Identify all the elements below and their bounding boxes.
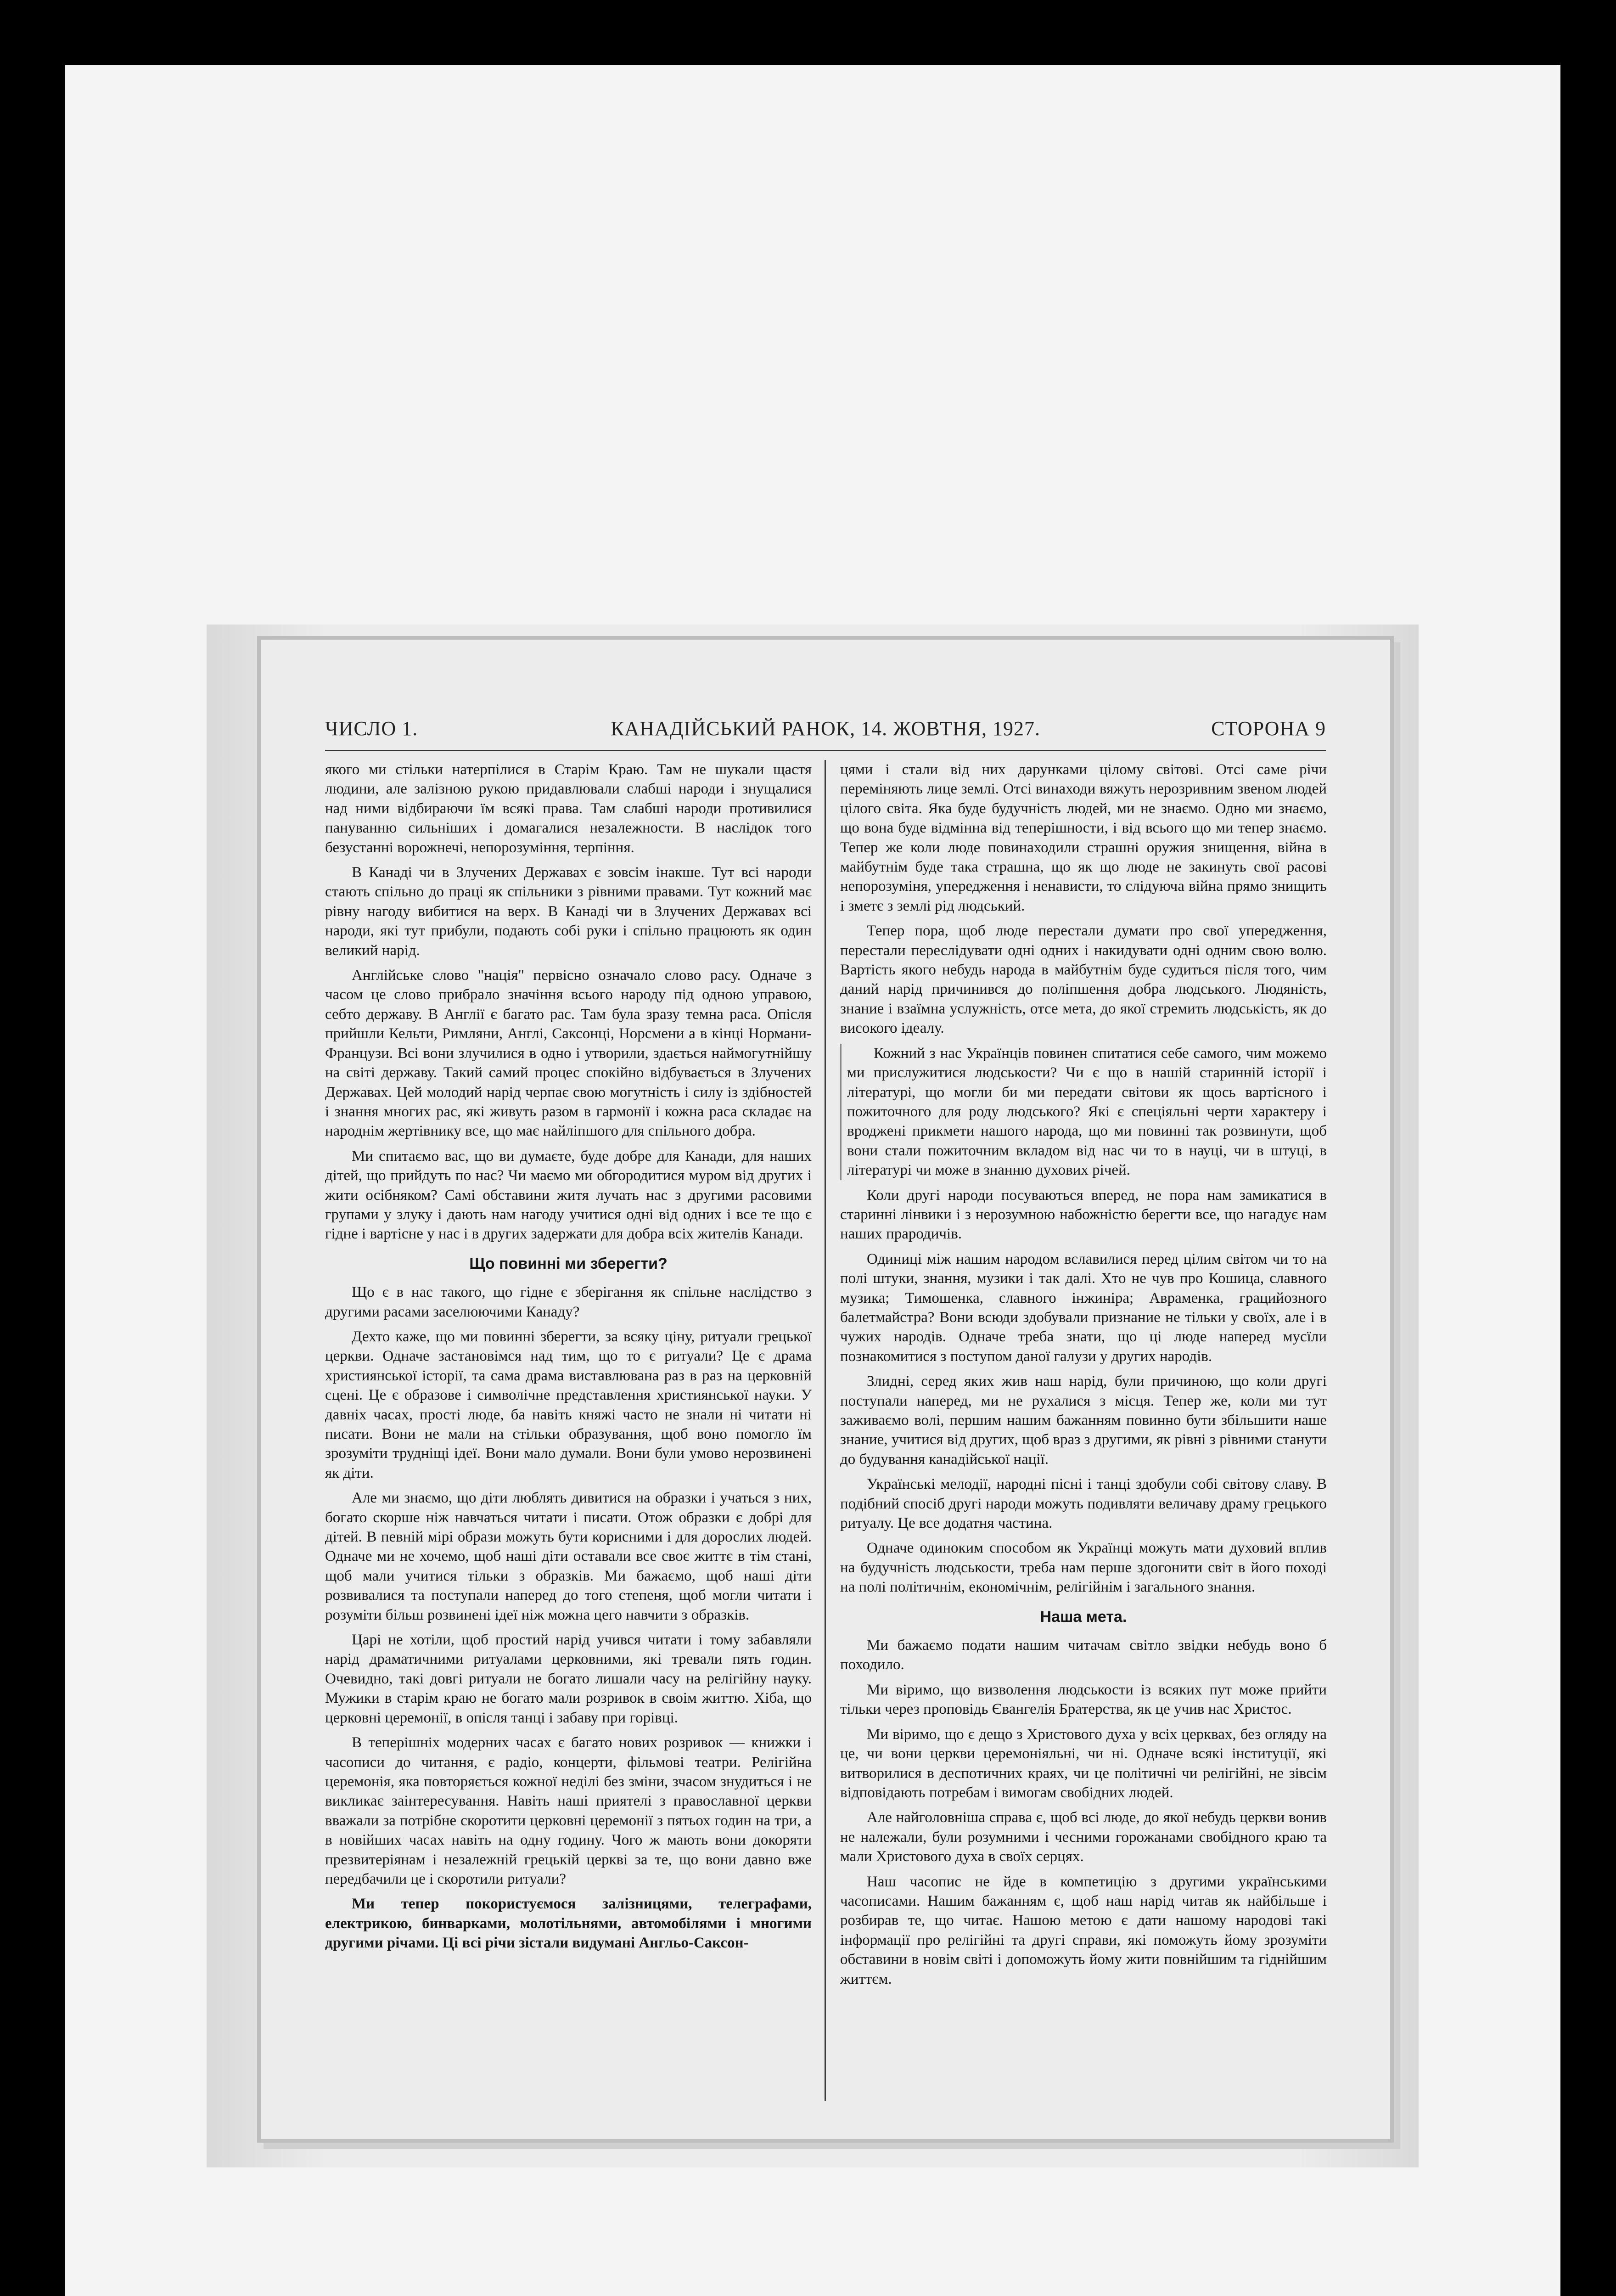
section-heading: Що повинні ми зберегти? — [469, 1255, 668, 1272]
paragraph: Ми тепер покористуємося залізницями, телеграфами, електрикою, бинварками, молотільнями, автомобілями і многими другими річами. Ці всі річи зістали видумані Англьо-Саксон- — [325, 1896, 812, 1952]
right-column — [840, 760, 1327, 2101]
paragraph: цями і стали від них дарунками цілому світові. Отсі саме річи переміняють лице землі. Отсі винаходи вяжуть нерозривним звеном людей цілого світа. Яка буде будучність людей, ми не знаємо. Одно ми знаємо, що вона буде відмінна від теперішности, і від всього що ми тепер знаємо. Тепер же коли люде повинаходили страшні оружия знищення, війна в майбутнім буде така страшна, що як що люде не закинуть свої расові непорозуміня, упередження і ненависти, то слідуюча війна прямо знищить і зметє з землі рід людський. — [840, 761, 1327, 914]
paragraph: Ми спитаємо вас, що ви думаєте, буде добре для Канади, для наших дітей, що прийдуть по нас? Чи маємо ми обгородитися муром від других і жити осібняком? Самі обставини житя лучать нас з другими расовими групами у злуку і дають нам нагоду учитися одні від одних і все те що є гідне і вартісне у нас і в других задержати для добра всіх жителів Канади. — [325, 1148, 812, 1243]
issue-number: ЧИСЛО 1. — [325, 717, 418, 740]
paragraph: Одиниці між нашим народом вславилися перед цілим світом чи то на полі штуки, знання, музики і так далі. Хто не чув про Кошица, славного музика; Тимошенка, славного інжиніра; Авраменка, грацийозного балетмайстра? Вони всюди здобували признание не тільки у своїх, але і в чужих народів. Одначе треба знати, що ці люде наперед мусїли познакомитися з поступом даної галузи у других народів. — [840, 1250, 1327, 1365]
paragraph: В Канаді чи в Злучених Державах є зовсім інакше. Тут всі народи стають спільно до праці як спільники з рівними правами. Тут кожний має рівну нагоду вибитися на верх. В Канаді чи в Злучених Державах всі народи, які тут прибули, подають собі руки і спільно працюють як один великий нарід. — [325, 864, 812, 959]
paragraph: Ми віримо, що визволення людськости із всяких пут може прийти тільки через проповідь Євангелія Братерства, як це учив нас Христос. — [840, 1681, 1327, 1718]
paragraph: Що є в нас такого, що гідне є зберігання як спільне наслідство з другими расами заселюючими Канаду? — [325, 1284, 812, 1320]
paragraph: Царі не хотіли, щоб простий нарід учився читати і тому забавляли нарід драматичними ритуалами церковними, які тревали пять годин. Очевидно, такі довгі ритуали не богато лишали часу на релігійну науку. Мужики в старім краю не богато мали розривок в своім життю. Хіба, що церковні церемонії, в опісля танці і забаву при горівці. — [325, 1632, 812, 1726]
paragraph: якого ми стільки натерпілися в Старім Краю. Там не шукали щастя людини, але залізною рукою придавлювали слабші народи і знущалися над ними відбираючи їм всякі права. Там слабші народи противилися пануванню сильніших і домагалися незалежности. В наслідок того безустанні ворожнечі, непорозуміння, терпіння. — [325, 761, 812, 856]
paragraph: Кожний з нас Українців повинен спитатися себе самого, чим можемо ми прислужитися людськости? Чи є що в нашій старинній історії і літературі, що могли би ми передати світови як щось вартісного і пожиточного для роду людського? Які є спеціяльні черти характеру і вроджені прикмети нашого народа, що ми повинні так розвинути, щоб вони стали пожиточним вкладом від нас чи то в науці, чи в штуці, в літературі чи може в знанню духових річей. — [840, 1044, 1327, 1180]
section-heading: Наша мета. — [1040, 1608, 1127, 1626]
paragraph: Тепер пора, щоб люде перестали думати про свої упередження, перестали переслідувати одні одних і накидувати одні одним свою волю. Вартість якого небудь народа в майбутнім буде судиться після того, чим даний нарід причинився до поліпшення добра людського. Людяність, знание і взаїмна услужність, отсе мета, до якої стремить людськість, як до високого ідеалу. — [840, 923, 1327, 1037]
paragraph: Дехто каже, що ми повинні зберегти, за всяку ціну, ритуали грецької церкви. Одначе застановімся над тим, що то є ритуали? Це є драма християнської історії, та сама драма виставлювана раз в раз на церковній сцені. Це є образове і символічне представлення християнської науки. У давніх часах, прості люде, ба навіть княжі часто не знали ні читати ні писати. Вони не мали на стільки образування, щоб воно помогло їм зрозуміти трудніщі ідеї. Вони мало думали. Вони були умово нерозвинені як діти. — [325, 1328, 812, 1481]
paragraph: Одначе одиноким способом як Українці можуть мати духовий вплив на будучність людськости, треба нам перше здогонити світ в його поході на полі політичнім, економічнім, релігійнім і загального знання. — [840, 1540, 1327, 1596]
newspaper-title: КАНАДІЙСЬКИЙ РАНОК, 14. ЖОВТНЯ, 1927. — [610, 717, 1040, 740]
paragraph: Ми бажаємо подати нашим читачам світло звідки небудь воно б походило. — [840, 1637, 1327, 1673]
page-number: СТОРОНА 9 — [1211, 717, 1326, 740]
paragraph: Але найголовніша справа є, щоб всі люде, до якої небудь церкви вонив не належали, були розумними і чесними горожанами свобідного краю та мали Христового духа в своїх серцях. — [840, 1809, 1327, 1865]
paragraph: Але ми знаємо, що діти люблять дивитися на образки і учаться з них, богато скорше ніж навчаться читати і писати. Отож образки є добрі для дітей. В певній мірі образи можуть бути корисними і для дорослих людей. Одначе ми не хочемо, щоб наші діти оставали все своє життє в тім стані, щоб мали учитися тільки з образків. Ми бажаємо, щоб наші діти розвивалися та поступали наперед до того степеня, щоб могли читати і розуміти більш розвинені ідеї ніж можна цего навчити з образків. — [325, 1490, 812, 1623]
paragraph: Коли другі народи посуваються вперед, не пора нам замикатися в старинні лінвики і з нерозумною набожністю берегти все, що нагадує нам наших прародичів. — [840, 1187, 1327, 1243]
left-column — [325, 760, 812, 2101]
paragraph: Ми віримо, що є дещо з Христового духа у всіх церквах, без огляду на це, чи вони церкви церемоніяльні, чи ні. Одначе всякі інституції, які витворилися в деспотичних краях, чи це політичні чи релігійні, не зівсім відповідають потребам і вимогам свобідних людей. — [840, 1726, 1327, 1801]
header-rule — [325, 750, 1326, 751]
newspaper-page — [257, 636, 1394, 2143]
paragraph: Наш часопис не йде в компетицію з другими українськими часописами. Нашим бажанням є, щоб наш нарід читав як найбільше і розбирав те, що читає. Нашою метою є дати нашому народові такі інформації про релігійні та другі справи, які поможуть йому зрозуміти обставини в новім світі і допоможуть йому жити повнійшим та гіднійшим життєм. — [840, 1873, 1327, 1987]
paragraph: В теперішніх модерних часах є багато нових розривок — книжки і часописи до читання, є радіо, концерти, фільмові театри. Релігійна церемонія, яка повторяється кожної неділі без зміни, зчасом знудиться і не викликає заінтересування. Навіть наші приятелі з православної церкви вважали за потрібне скоротити церковні церемонії з пятьох годин на три, а в новійших часах навіть на одну годину. Чого ж мають вони докоряти презвитеріянам і незалежній грецькій церкві за те, що вони давно вже передбачили це і скоротили ритуали? — [325, 1734, 812, 1887]
paragraph: Українські мелодії, народні пісні і танці здобули собі світову славу. В подібний спосіб другі народи можуть подивляти величаву драму грецького ритуалу. Це все додатня частина. — [840, 1476, 1327, 1532]
paragraph: Англійське слово "нація" первісно означало слово расу. Одначе з часом це слово прибрало значіння всього народу під одною управою, себто державу. В Англії є багато рас. Там була зразу темна раса. Опісля прийшли Кельти, Римляни, Англі, Саксонці, Норсмени а в кінці Нормани-Французи. Всі вони злучилися в одно і утворили, здається наймогутнійшу на світі державу. Такий самий процес спокійно відбувається в Злучених Державах. Цей молодий нарід черпає свою могутність і силу із здібностей і знання многих рас, які живуть разом в гармонії і кожна раса складає на народнім жертівнику все, що має найліпшого для спільного добра. — [325, 967, 812, 1140]
paragraph: Злидні, серед яких жив наш нарід, були причиною, що коли другі поступали наперед, ми не рухалися з місця. Тепер же, коли ми тут заживаємо волі, першим нашим бажанням повинно бути збільшити наше знание, учитися від других, щоб враз з другими, як рівні з рівними станути до будування канадійської нації. — [840, 1373, 1327, 1468]
page-header — [325, 717, 1326, 744]
column-divider — [825, 760, 826, 2101]
